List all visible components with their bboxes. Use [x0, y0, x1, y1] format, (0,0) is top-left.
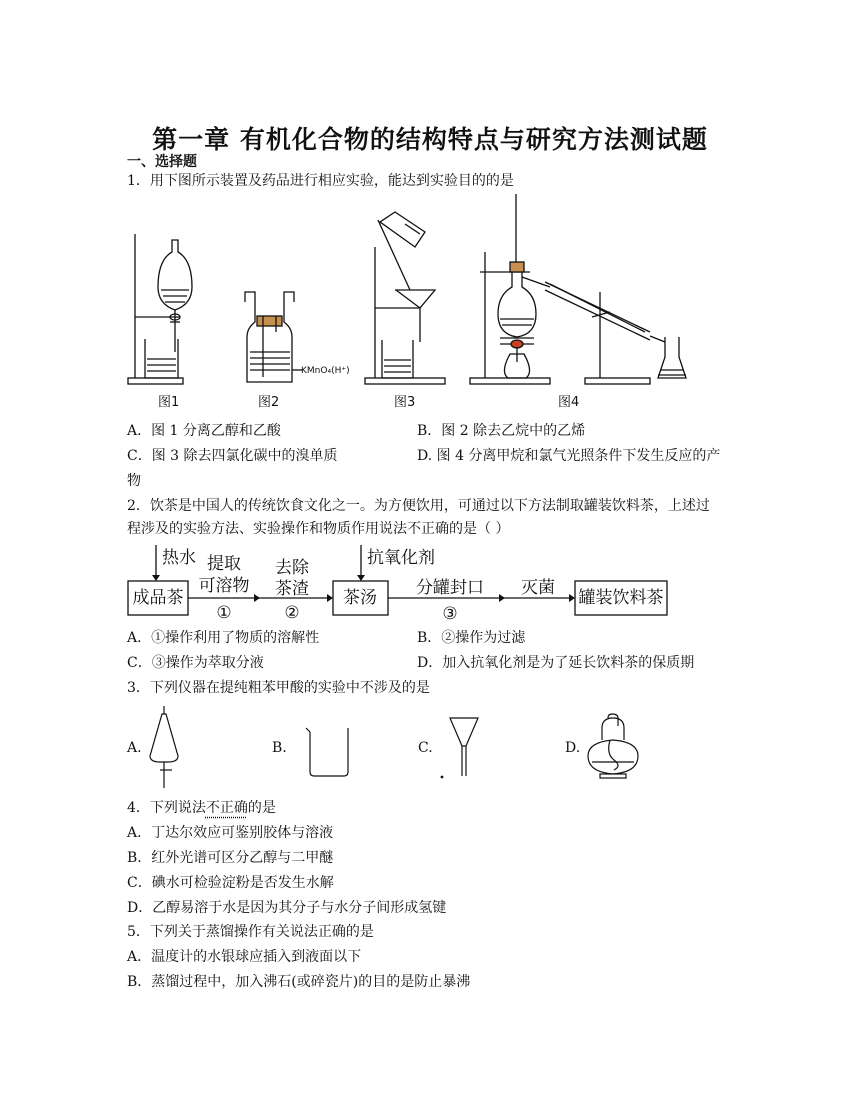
flow-step2-number: ② [284, 603, 300, 623]
fig3-filtration-setup [365, 212, 445, 384]
q1-apparatus-figure [120, 192, 710, 412]
q3-label-d: D. [565, 740, 581, 756]
q2-option-a: A．①操作利用了物质的溶解性 [127, 630, 320, 646]
fig4-distillation-setup [470, 194, 686, 384]
q5-stem: 5．下列关于蒸馏操作有关说法正确的是 [127, 924, 374, 940]
q4-stem [127, 798, 276, 818]
fig2-caption: 图2 [258, 395, 280, 410]
flow-box-1-label: 成品茶 [132, 588, 184, 608]
q4-option-a: A．丁达尔效应可鉴别胶体与溶液 [127, 825, 334, 841]
q3-label-b: B. [272, 740, 287, 756]
q4-option-d: D．乙醇易溶于水是因为其分子与水分子间形成氢键 [127, 900, 447, 916]
separatory-funnel-icon [150, 706, 178, 788]
q2-option-b: B．②操作为过滤 [417, 630, 526, 646]
q5-option-a: A．温度计的水银球应插入到液面以下 [127, 949, 362, 965]
page-title: 第一章 有机化合物的结构特点与研究方法测试题 [152, 125, 708, 154]
fig2-gas-washing-bottle [245, 292, 302, 382]
q4-stem-post: 的是 [247, 800, 276, 816]
q4-option-c: C．碘水可检验淀粉是否发生水解 [127, 875, 334, 891]
q3-stem: 3．下列仪器在提纯粗苯甲酸的实验中不涉及的是 [127, 680, 430, 696]
fig4-caption: 图4 [558, 395, 580, 410]
flow-input-2: 抗氧化剂 [367, 548, 435, 568]
q2-option-d: D．加入抗氧化剂是为了延长饮料茶的保质期 [417, 655, 695, 671]
flow-step4-line1: 灭菌 [521, 578, 555, 598]
q2-stem-line1: 2．饮茶是中国人的传统饮食文化之一。为方便饮用，可通过以下方法制取罐装饮料茶，上述过 [127, 498, 710, 514]
fig2-reagent-label: KMnO₄(H⁺) [301, 366, 350, 376]
fig1-separatory-funnel-setup [128, 234, 192, 384]
q1-option-d: D. 图 4 分离甲烷和氯气光照条件下发生反应的产 [417, 448, 721, 464]
fig1-caption: 图1 [158, 395, 180, 410]
flow-step1-number: ① [216, 603, 232, 623]
q4-stem-emphasis-text: 不正确 [205, 800, 248, 816]
q5-option-b: B．蒸馏过程中，加入沸石(或碎瓷片)的目的是防止暴沸 [127, 974, 471, 990]
q4-stem-pre: 4．下列说法 [127, 800, 206, 816]
flow-step2-line2: 茶渣 [275, 579, 309, 599]
q1-option-a: A．图 1 分离乙醇和乙酸 [127, 423, 281, 439]
flow-input-1: 热水 [162, 548, 196, 568]
section-heading: 一、选择题 [127, 154, 197, 170]
q1-option-d-continued: 物 [127, 473, 141, 489]
q1-option-c: C．图 3 除去四氯化碳中的溴单质 [127, 448, 338, 464]
q2-flow-diagram [120, 541, 680, 623]
fig3-caption: 图3 [394, 395, 416, 410]
flow-step3-line1: 分罐封口 [416, 578, 484, 598]
beaker-icon [306, 728, 348, 776]
q1-stem: 1．用下图所示装置及药品进行相应实验，能达到实验目的的是 [127, 173, 514, 189]
q4-option-b: B．红外光谱可区分乙醇与二甲醚 [127, 850, 334, 866]
flow-step1-line1: 提取 [207, 554, 241, 574]
flow-step3-number: ③ [442, 604, 458, 623]
q3-label-c: C. [418, 740, 433, 756]
q3-instruments-figure [140, 704, 660, 794]
q2-stem-line2: 程涉及的实验方法、实验操作和物质作用说法不正确的是（ ） [127, 521, 510, 537]
q1-option-b: B．图 2 除去乙烷中的乙烯 [417, 423, 586, 439]
flow-box-3-label: 罐装饮料茶 [578, 588, 664, 608]
alcohol-lamp-icon [588, 714, 638, 778]
flow-box-2-label: 茶汤 [343, 588, 377, 608]
q4-stem-emphasis [206, 800, 248, 816]
q3-label-a: A. [127, 740, 142, 756]
flow-step1-line2: 可溶物 [198, 576, 250, 596]
q2-option-c: C．③操作为萃取分液 [127, 655, 264, 671]
flow-step2-line1: 去除 [275, 558, 309, 578]
funnel-icon [441, 718, 478, 778]
